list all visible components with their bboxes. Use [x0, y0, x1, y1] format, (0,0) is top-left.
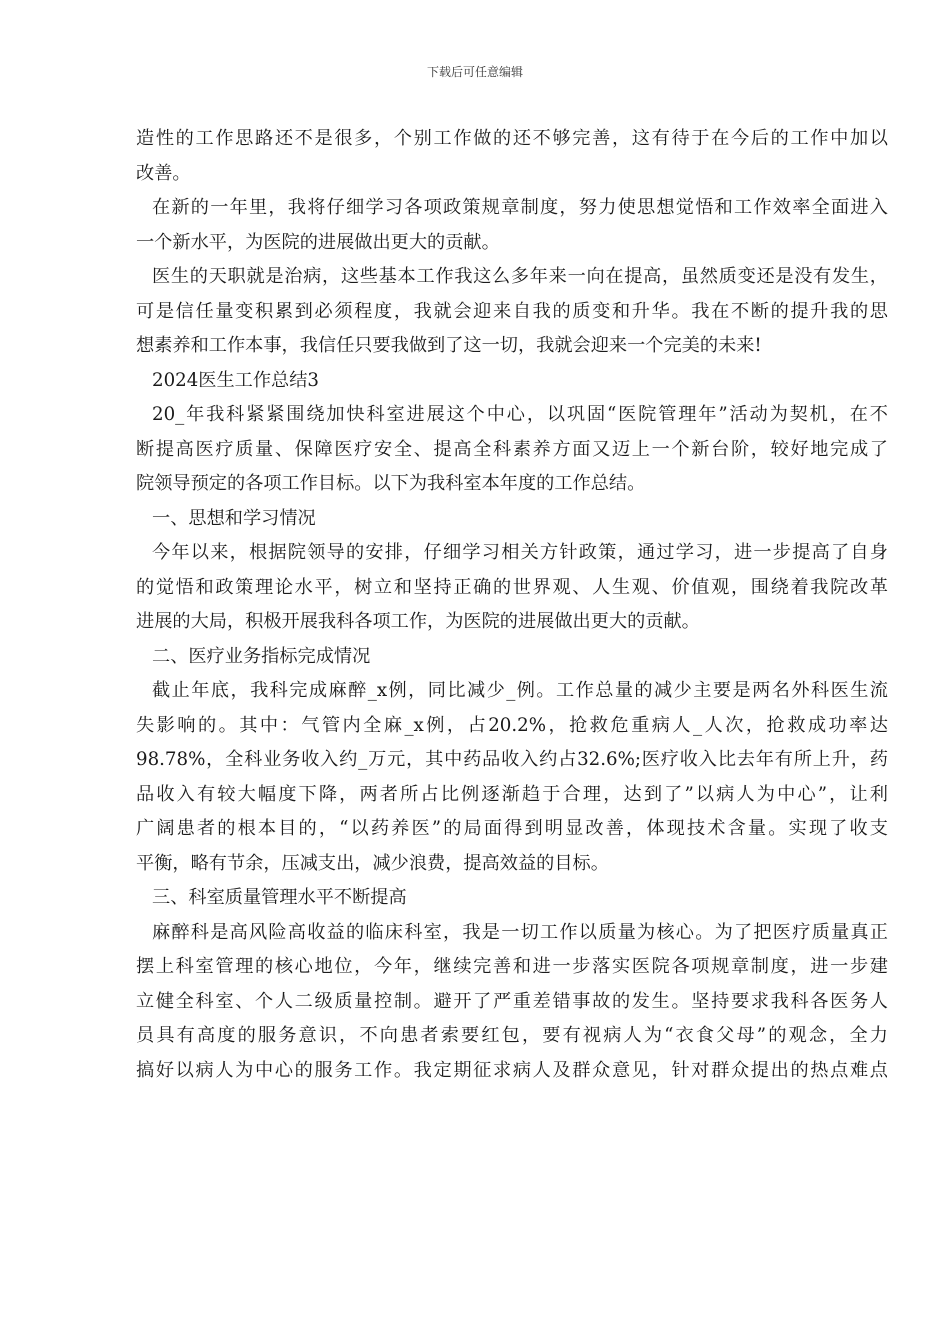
text-line: 进展的大局，积极开展我科各项工作，为医院的进展做出更大的贡献。: [136, 611, 700, 632]
text-line: 立健全科室、个人二级质量控制。避开了严重差错事故的发生。坚持要求我科各医务人: [136, 990, 888, 1012]
text-line: 摆上科室管理的核心地位，今年，继续完善和进一步落实医院各项规章制度，进一步建: [136, 956, 888, 977]
text-line: 的觉悟和政策理论水平，树立和坚持正确的世界观、人生观、价值观，围绕着我院改革: [136, 576, 888, 598]
text-line: 2024医生工作总结3: [152, 369, 319, 391]
text-line: 平衡，略有节余，压减支出，减少浪费，提高效益的目标。: [136, 852, 609, 874]
text-line: 搞好以病人为中心的服务工作。我定期征求病人及群众意见，针对群众提出的热点难点: [136, 1059, 888, 1081]
text-line: 20_年我科紧紧围绕加快科室进展这个中心，以巩固“医院管理年”活动为契机，在不: [152, 404, 888, 425]
text-line: 改善。: [136, 162, 191, 184]
text-line: 院领导预定的各项工作目标。以下为我科室本年度的工作总结。: [136, 473, 646, 494]
document-body: [136, 122, 888, 1088]
text-line: 想素养和工作本事，我信任只要我做到了这一切，我就会迎来一个完美的未来!: [136, 335, 762, 356]
page-header: 下载后可任意编辑: [426, 65, 523, 79]
text-line: 一、思想和学习情况: [152, 507, 316, 529]
text-line: 98.78%，全科业务收入约_万元，其中药品收入约占32.6%;医疗收入比去年有所上升，药: [136, 749, 888, 770]
text-line: 员具有高度的服务意识，不向患者索要红包，要有视病人为“衣食父母”的观念，全力: [136, 1025, 888, 1046]
text-line: 一个新水平，为医院的进展做出更大的贡献。: [136, 231, 500, 253]
text-line: 造性的工作思路还不是很多，个别工作做的还不够完善，这有待于在今后的工作中加以: [136, 128, 888, 149]
text-line: 广阔患者的根本目的，“以药养医”的局面得到明显改善，体现技术含量。实现了收支: [136, 818, 888, 839]
text-line: 在新的一年里，我将仔细学习各项政策规章制度，努力使思想觉悟和工作效率全面进入: [152, 197, 888, 218]
text-line: 三、科室质量管理水平不断提高: [152, 887, 407, 908]
text-line: 品收入有较大幅度下降，两者所占比例逐渐趋于合理，达到了”以病人为中心”，让利: [136, 783, 888, 805]
text-line: 失影响的。其中：气管内全麻_x例，占20.2%，抢救危重病人_人次，抢救成功率达: [136, 714, 888, 736]
text-line: 今年以来，根据院领导的安排，仔细学习相关方针政策，通过学习，进一步提高了自身: [152, 542, 888, 563]
text-line: 二、医疗业务指标完成情况: [152, 645, 371, 667]
text-line: 截止年底，我科完成麻醉_x例，同比减少_例。工作总量的减少主要是两名外科医生流: [152, 680, 888, 701]
text-line: 可是信任量变积累到必须程度，我就会迎来自我的质变和升华。我在不断的提升我的思: [136, 300, 888, 322]
text-line: 麻醉科是高风险高收益的临床科室，我是一切工作以质量为核心。为了把医疗质量真正: [152, 921, 888, 943]
text-line: 医生的天职就是治病，这些基本工作我这么多年来一向在提高，虽然质变还是没有发生，: [152, 266, 888, 287]
text-line: 断提高医疗质量、保障医疗安全、提高全科素养方面又迈上一个新台阶，较好地完成了: [136, 438, 888, 460]
